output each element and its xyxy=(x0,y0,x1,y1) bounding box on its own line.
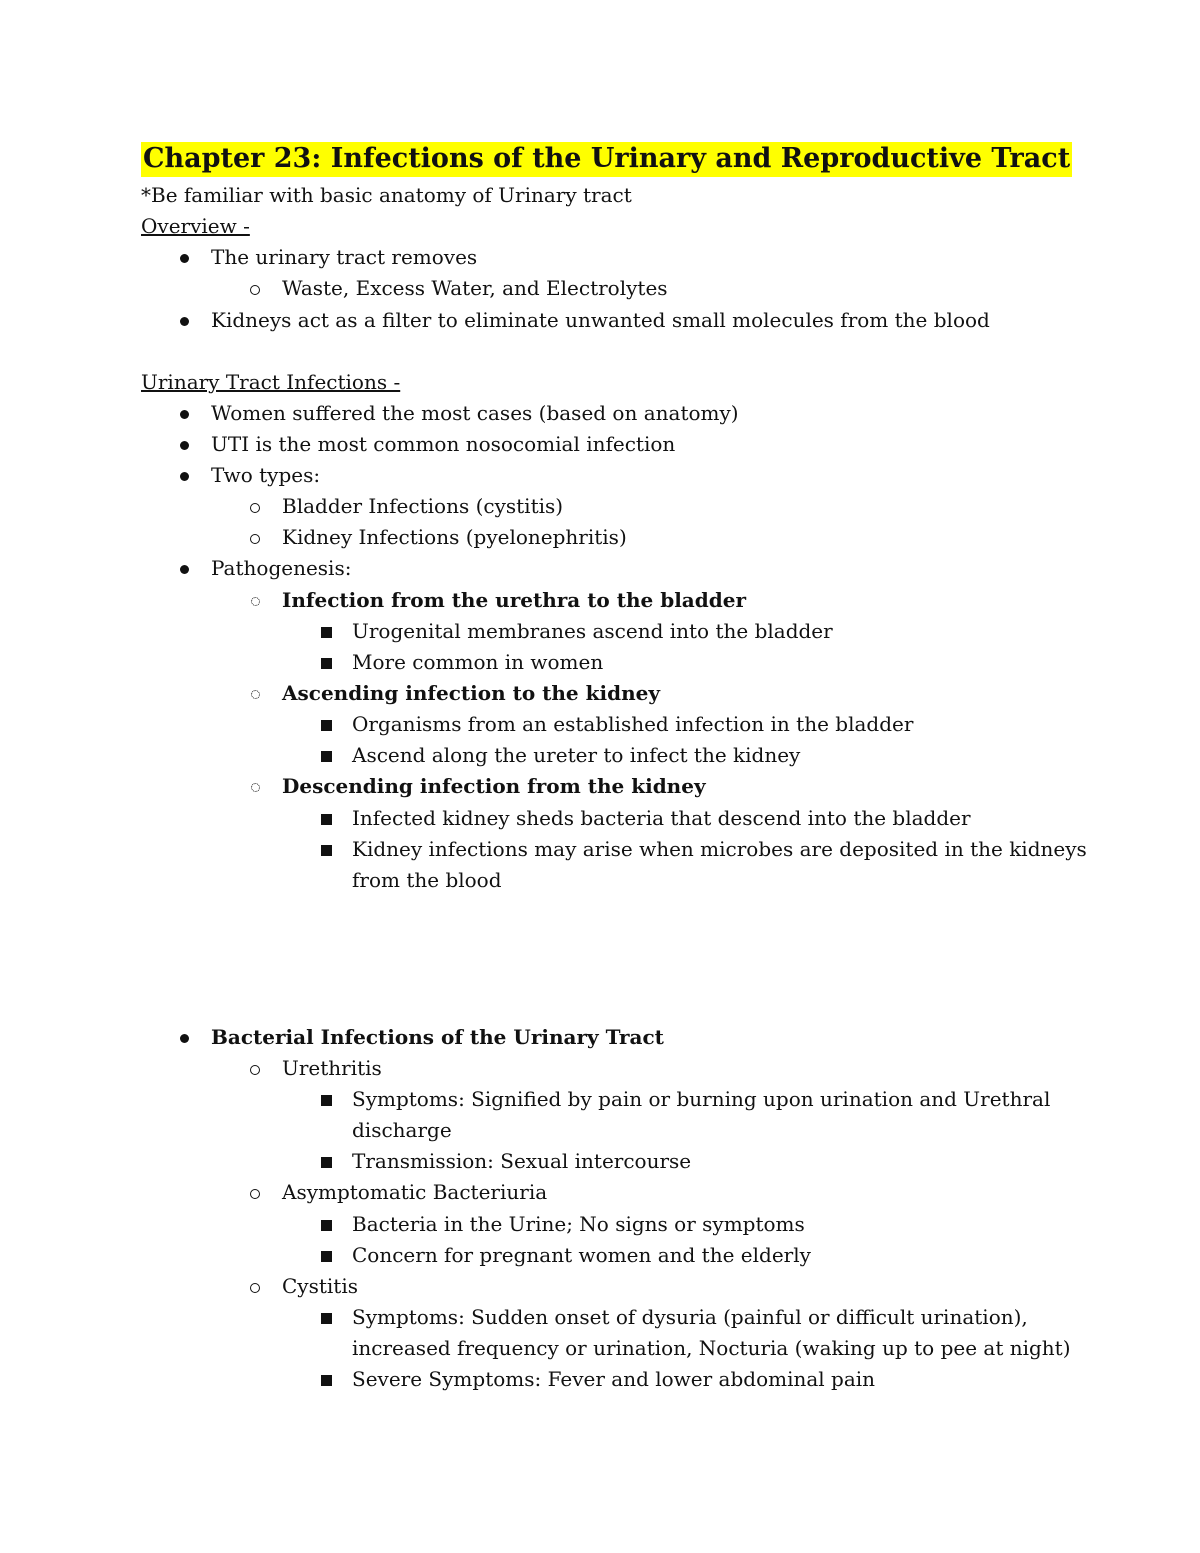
list-item: Infected kidney sheds bacteria that descend into the bladder xyxy=(352,806,971,830)
bullet-square xyxy=(316,618,336,644)
bullet-disc xyxy=(174,431,194,457)
list-item: Waste, Excess Water, and Electrolytes xyxy=(282,276,668,300)
bullet-circle xyxy=(245,493,265,519)
list-item: Asymptomatic Bacteriuria xyxy=(282,1180,548,1204)
bullet-circle-dotted xyxy=(245,680,265,706)
list-item: Kidney infections may arise when microbes are deposited in the kidneys xyxy=(352,837,1087,861)
bullet-disc xyxy=(174,400,194,426)
bullet-square xyxy=(316,1086,336,1112)
bullet-square xyxy=(316,805,336,831)
bullet-square xyxy=(316,1304,336,1330)
list-item: Ascend along the ureter to infect the kidney xyxy=(352,743,801,767)
bullet-circle xyxy=(245,524,265,550)
list-item: Urogenital membranes ascend into the bladder xyxy=(352,619,833,643)
list-item: Concern for pregnant women and the elderly xyxy=(352,1243,811,1267)
familiarity-note: *Be familiar with basic anatomy of Urinary tract xyxy=(141,183,632,207)
bullet-square xyxy=(316,649,336,675)
bullet-circle-dotted xyxy=(245,587,265,613)
list-item: Severe Symptoms: Fever and lower abdominal pain xyxy=(352,1367,876,1391)
list-item: Infection from the urethra to the bladder xyxy=(282,588,746,612)
list-item: More common in women xyxy=(352,650,604,674)
bullet-square xyxy=(316,1211,336,1237)
overview-heading: Overview - xyxy=(141,214,250,238)
bullet-square xyxy=(316,1366,336,1392)
bullet-circle xyxy=(245,1179,265,1205)
bullet-square xyxy=(316,836,336,862)
list-item: Bladder Infections (cystitis) xyxy=(282,494,564,518)
bullet-square xyxy=(316,742,336,768)
list-item-continuation: discharge xyxy=(352,1118,452,1142)
list-item-continuation: from the blood xyxy=(352,868,502,892)
bullet-circle xyxy=(245,1055,265,1081)
bullet-square xyxy=(316,1242,336,1268)
list-item: Urethritis xyxy=(282,1056,382,1080)
uti-heading: Urinary Tract Infections - xyxy=(141,370,401,394)
list-item: Symptoms: Sudden onset of dysuria (painful or difficult urination), xyxy=(352,1305,1028,1329)
bullet-disc xyxy=(174,307,194,333)
list-item: Two types: xyxy=(211,463,321,487)
bullet-square xyxy=(316,1148,336,1174)
bullet-square xyxy=(316,711,336,737)
bullet-circle xyxy=(245,1273,265,1299)
list-item: Symptoms: Signified by pain or burning upon urination and Urethral xyxy=(352,1087,1051,1111)
bullet-disc xyxy=(174,462,194,488)
list-item: Women suffered the most cases (based on anatomy) xyxy=(211,401,739,425)
bullet-disc xyxy=(174,244,194,270)
chapter-title: Chapter 23: Infections of the Urinary and Reproductive Tract xyxy=(141,142,1072,177)
bullet-circle-dotted xyxy=(245,773,265,799)
list-item-continuation: increased frequency or urination, Nocturia (waking up to pee at night) xyxy=(352,1336,1071,1360)
list-item: UTI is the most common nosocomial infection xyxy=(211,432,676,456)
bullet-circle xyxy=(245,275,265,301)
list-item: Descending infection from the kidney xyxy=(282,774,706,798)
list-item: Ascending infection to the kidney xyxy=(282,681,660,705)
list-item: Organisms from an established infection in the bladder xyxy=(352,712,914,736)
bullet-disc xyxy=(174,1024,194,1050)
list-item: Cystitis xyxy=(282,1274,358,1298)
bacterial-heading: Bacterial Infections of the Urinary Tract xyxy=(211,1025,664,1049)
list-item: Kidneys act as a filter to eliminate unwanted small molecules from the blood xyxy=(211,308,990,332)
list-item: Pathogenesis: xyxy=(211,556,352,580)
list-item: Kidney Infections (pyelonephritis) xyxy=(282,525,627,549)
bullet-disc xyxy=(174,555,194,581)
list-item: Transmission: Sexual intercourse xyxy=(352,1149,692,1173)
list-item: Bacteria in the Urine; No signs or symptoms xyxy=(352,1212,805,1236)
list-item: The urinary tract removes xyxy=(211,245,478,269)
